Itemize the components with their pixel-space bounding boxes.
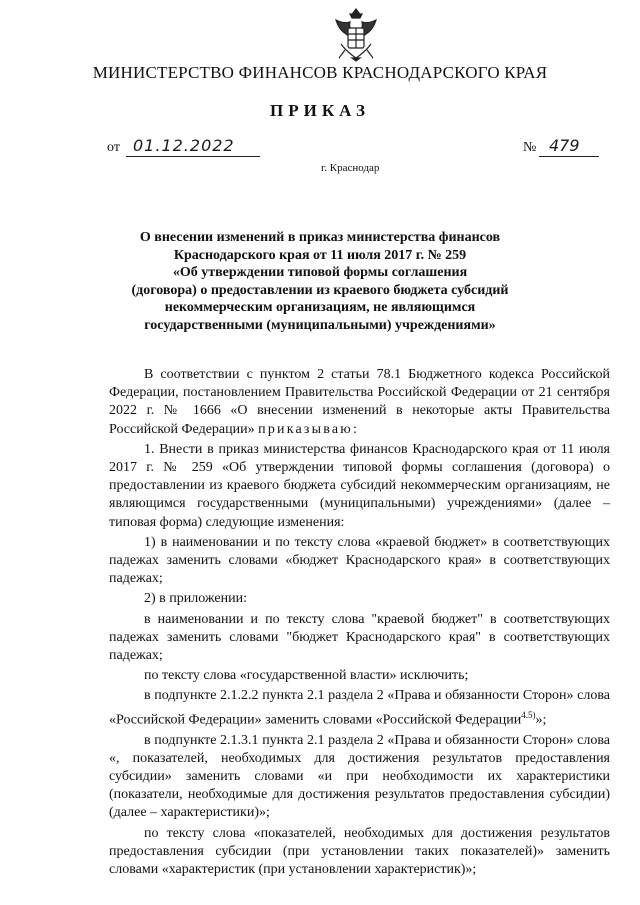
paragraph-text: в подпункте 2.1.2.2 пункта 2.1 раздела 2 «Права и обязанности Сторон» слова «Российской Федерации» заменить словами «Российской Федерации (109, 688, 610, 728)
coat-of-arms-icon (331, 6, 381, 62)
paragraph-end: »; (535, 712, 547, 728)
date-label: от (107, 140, 120, 155)
title-line: (договора) о предоставлении из краевого бюджета субсидий (131, 282, 509, 298)
paragraph (109, 687, 610, 729)
paragraph: 1. Внести в приказ министерства финансов Краснодарского края от 11 июля 2017 г. № 259 «Об утверждении типовой формы соглашения (договора) о предоставлении из краевого бюджета субсидий некоммерческим организациям, не являющимся государственными (муниципальными) учреждениями» (далее – типовая форма) следующие изменения: (109, 441, 610, 530)
order-word: приказываю: (258, 421, 360, 437)
number-value: 479 (549, 136, 580, 155)
paragraph: в наименовании и по тексту слова "краевой бюджет" в соответствующих падежах заменить словами "бюджет Краснодарского края" в соответствующих падежах; (109, 611, 610, 664)
footnote-ref: 4.5) (521, 709, 536, 720)
number-label: № (523, 140, 537, 155)
number-underline (539, 156, 599, 157)
paragraph: по тексту слова «показателей, необходимых для достижения результатов предоставления субсидии (при установлении таких показателей)» заменить словами «характеристик (при установлении характеристик)»; (109, 825, 610, 877)
city: г. Краснодар (321, 162, 380, 174)
paragraph: 2) в приложении: (144, 591, 247, 607)
paragraph-text: В соответствии с пунктом 2 статьи 78.1 Бюджетного кодекса Российской Федерации, постановлением Правительства Российской Федерации от 21 сентября 2022 г. № 1666 «О внесении изменений в некоторые акты Правительства Российской Федерации» (109, 367, 610, 437)
document-title (120, 229, 520, 335)
title-line: некоммерческим организациям, не являющимся (164, 300, 476, 316)
paragraph: 1) в наименовании и по тексту слова «краевой бюджет» в соответствующих падежах заменить словами «бюджет Краснодарского края» в соответствующих падежах; (109, 534, 610, 587)
title-line: государственными (муниципальными) учреждениями» (144, 317, 496, 333)
paragraph (109, 366, 610, 439)
title-line: О внесении изменений в приказ министерства финансов (139, 230, 501, 245)
title-line: «Об утверждении типовой формы соглашения (172, 265, 468, 281)
document-type: ПРИКАЗ (270, 101, 370, 120)
date-value: 01.12.2022 (133, 136, 235, 155)
ministry-name: МИНИСТЕРСТВО ФИНАНСОВ КРАСНОДАРСКОГО КРАЯ (92, 63, 548, 82)
title-line: Краснодарского края от 11 июля 2017 г. № 259 (173, 247, 467, 263)
paragraph: в подпункте 2.1.3.1 пункта 2.1 раздела 2 «Права и обязанности Сторон» слова «, показателей, необходимых для достижения результатов предоставления субсидии» заменить словами «и при необходимости их характеристики (показатели, необходимые для достижения результатов предоставления субсидии) (далее – характеристики)»; (109, 732, 610, 821)
date-underline (126, 156, 260, 157)
document-body (109, 366, 610, 881)
paragraph: по тексту слова «государственной власти» исключить; (144, 668, 469, 684)
